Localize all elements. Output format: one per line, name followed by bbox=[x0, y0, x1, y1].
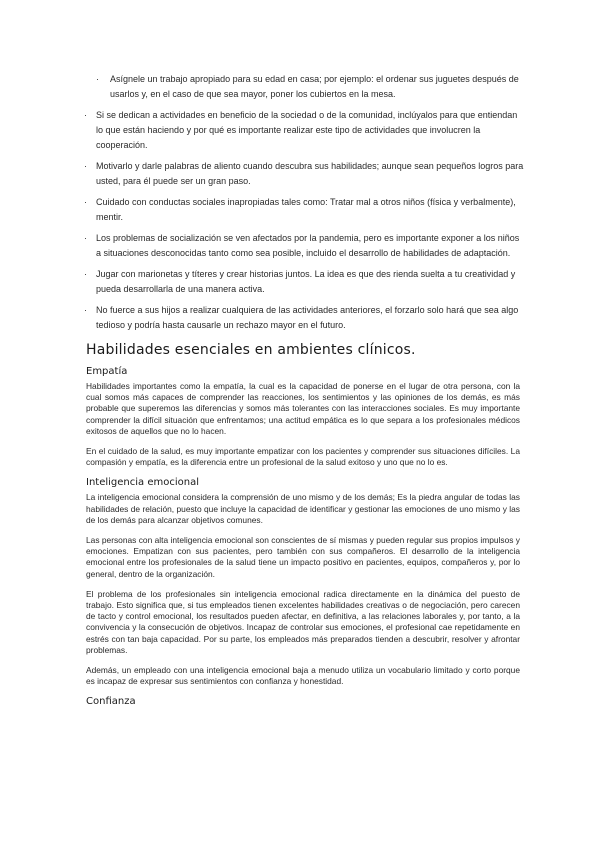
bullet-text: Si se dedican a actividades en beneficio de la sociedad o de la comunidad, inclúyalos para que entiendan lo que están haciendo y por qué es importante realizar este tipo de actividades que involucren la cooperación. bbox=[96, 110, 518, 150]
heading-confianza: Confianza bbox=[86, 696, 136, 708]
bullet-text: Asígnele un trabajo apropiado para su edad en casa; por ejemplo: el ordenar sus juguetes después de usarlos y, en el caso de que sea mayor, poner los cubiertos en la mesa. bbox=[110, 74, 519, 99]
heading-empatia: Empatía bbox=[86, 366, 128, 377]
bullet-item: · Jugar con marionetas y títeres y crear historias juntos. La idea es que des rienda suelta a tu creatividad y pueda desarrollarla de una manera activa. bbox=[84, 269, 516, 294]
bullet-item: · Cuidado con conductas sociales inapropiadas tales como: Tratar mal a otros niños (física y verbalmente), mentir. bbox=[84, 197, 516, 222]
bullet-text: Motivarlo y darle palabras de aliento cuando descubra sus habilidades; aunque sean pequeños logros para usted, para él puede ser un gran paso. bbox=[96, 161, 524, 186]
section-main-heading: Habilidades esenciales en ambientes clínicos. bbox=[86, 342, 416, 358]
document-body bbox=[86, 342, 520, 711]
paragraph: Además, un empleado con una inteligencia emocional baja a menudo utiliza un vocabulario limitado y corto porque es incapaz de expresar sus sentimientos con confianza y honestidad. bbox=[86, 665, 520, 687]
paragraph: Habilidades importantes como la empatía, la cual es la capacidad de ponerse en el lugar de otra persona, con la cual somos más capaces de comprender las reacciones, los sentimientos y las opiniones de los demás, es más probable que superemos las diferencias y somos más tolerantes con las interacciones sociales. Es muy importante comprender la difícil situación que enfrentamos; una actitud empática es lo que separa a los profesionales médicos exitosos de aquellos que no lo hacen. bbox=[86, 381, 520, 436]
bullet-item: · Asígnele un trabajo apropiado para su edad en casa; por ejemplo: el ordenar sus juguetes después de usarlos y, en el caso de que sea mayor, poner los cubiertos en la mesa. bbox=[96, 74, 519, 99]
bullet-text: No fuerce a sus hijos a realizar cualquiera de las actividades anteriores, el forzarlo solo hará que sea algo tedioso y podría hasta causarle un rechazo mayor en el futuro. bbox=[96, 305, 519, 330]
bullet-item: · Si se dedican a actividades en beneficio de la sociedad o de la comunidad, inclúyalos para que entiendan lo que están haciendo y por qué es importante realizar este tipo de actividades que involucren la cooperación. bbox=[84, 110, 518, 150]
bullet-text: Los problemas de socialización se ven afectados por la pandemia, pero es importante exponer a los niños a situaciones desconocidas tanto como sea posible, incluido el desarrollo de habilidades de adaptación. bbox=[96, 233, 520, 258]
bullet-text: Jugar con marionetas y títeres y crear historias juntos. La idea es que des rienda suelta a tu creatividad y pueda desarrollarla de una manera activa. bbox=[96, 269, 516, 294]
paragraph: Las personas con alta inteligencia emocional son conscientes de sí mismas y pueden regular sus propios impulsos y emociones. Empatizan con sus pacientes, pero también con sus compañeros. El desarrollo de la inteligencia emocional entre los profesionales de la salud tiene un impacto positivo en pacientes, equipos, compañeros y, por lo general, dentro de la organización. bbox=[86, 535, 520, 579]
bullet-text: Cuidado con conductas sociales inapropiadas tales como: Tratar mal a otros niños (física y verbalmente), mentir. bbox=[96, 197, 516, 222]
bullet-item: · Motivarlo y darle palabras de aliento cuando descubra sus habilidades; aunque sean pequeños logros para usted, para él puede ser un gran paso. bbox=[84, 161, 524, 186]
bullet-item: · No fuerce a sus hijos a realizar cualquiera de las actividades anteriores, el forzarlo solo hará que sea algo tedioso y podría hasta causarle un rechazo mayor en el futuro. bbox=[84, 305, 519, 330]
paragraph: En el cuidado de la salud, es muy importante empatizar con los pacientes y comprender sus situaciones difíciles. La compasión y empatía, es la diferencia entre un profesional de la salud exitoso y uno que no lo es. bbox=[86, 446, 520, 468]
bullet-list bbox=[84, 72, 524, 339]
paragraph: El problema de los profesionales sin inteligencia emocional radica directamente en la dinámica del puesto de trabajo. Esto significa que, si tus empleados tienen excelentes habilidades creativas o de negociación, pero carecen de tacto y control emocional, los resultados pueden afectar, en definitiva, a las relaciones laborales y, por tanto, a la convivencia y la consecución de objetivos. Incapaz de controlar sus emociones, el profesional cae repetidamente en estrés con tan baja capacidad. Por su parte, los empleados más preparados tienden a descubrir, resolver y afrontar problemas. bbox=[86, 588, 520, 655]
bullet-item: · Los problemas de socialización se ven afectados por la pandemia, pero es importante exponer a los niños a situaciones desconocidas tanto como sea posible, incluido el desarrollo de habilidades de adaptación. bbox=[84, 233, 520, 258]
heading-inteligencia-emocional: Inteligencia emocional bbox=[86, 477, 199, 489]
paragraph: La inteligencia emocional considera la comprensión de uno mismo y de los demás; Es la piedra angular de todas las habilidades de relación, puesto que incluye la capacidad de identificar y gestionar las emociones de uno mismo y las de los demás para alcanzar objetivos comunes. bbox=[86, 492, 520, 525]
